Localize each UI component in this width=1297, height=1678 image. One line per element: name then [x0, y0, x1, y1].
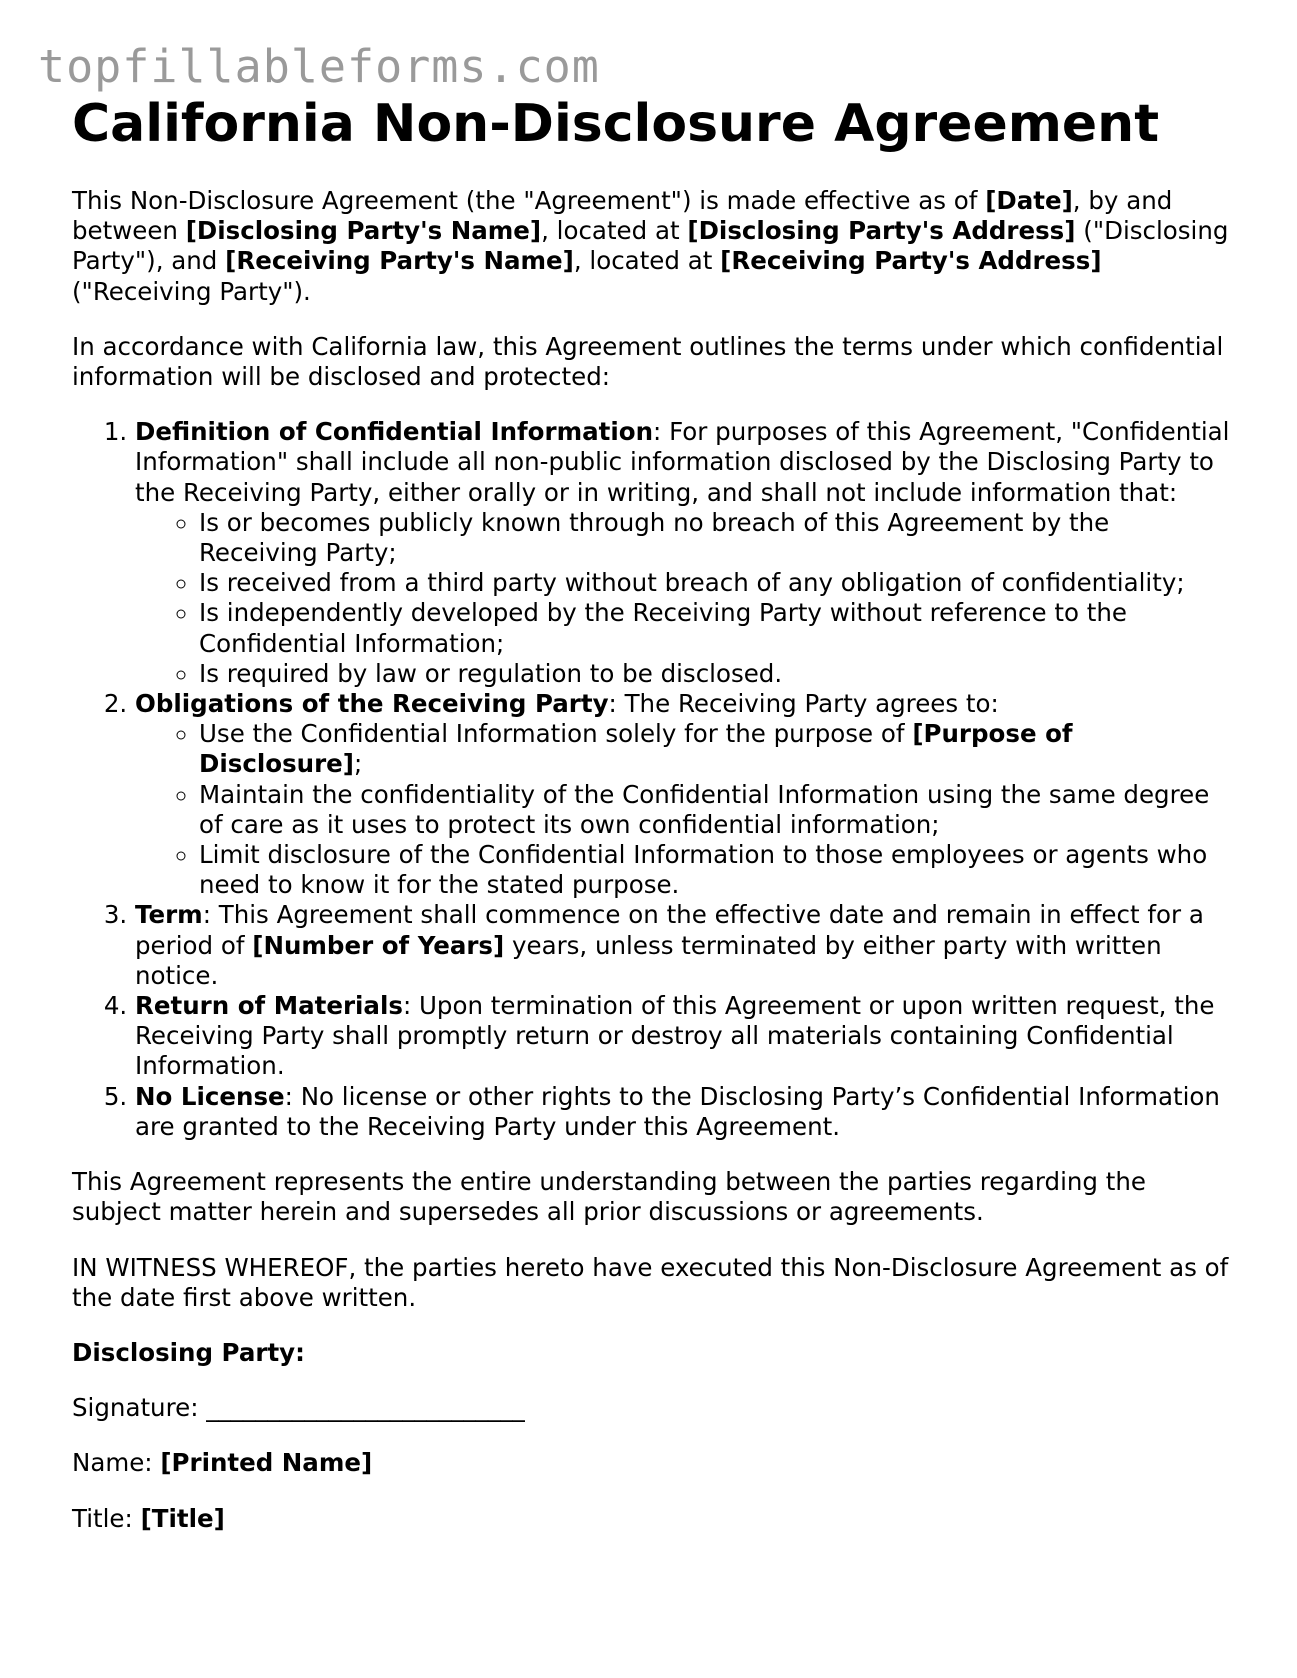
- list-item-end: ;: [354, 749, 363, 779]
- signature-block-heading: [72, 1338, 1232, 1368]
- document-body: [72, 186, 1232, 1534]
- title-label: Title:: [72, 1503, 141, 1533]
- section-text: : The Receiving Party agrees to:: [608, 689, 999, 719]
- purpose-field: [Purpose of Disclosure]: [199, 719, 1073, 779]
- section-return-of-materials: [135, 991, 1232, 1082]
- list-item: ◦ Maintain the confidentiality of the Confidential Information using the same degree of care as it uses to protect its own confidential information;: [199, 780, 1232, 840]
- obligations-list: [135, 719, 1232, 900]
- section-text: : No license or other rights to the Disclosing Party’s Confidential Information are granted to the Receiving Party under this Agreement.: [135, 1081, 1220, 1141]
- section-definition: [135, 417, 1232, 689]
- sections-list: [72, 417, 1232, 1142]
- list-item: ◦ Is received from a third party without breach of any obligation of confidentiality;: [199, 568, 1232, 598]
- disclosing-party-name-field: [Disclosing Party's Name]: [185, 216, 542, 246]
- list-item: ◦ Is required by law or regulation to be disclosed.: [199, 659, 1232, 689]
- witness-paragraph: IN WITNESS WHEREOF, the parties hereto have executed this Non-Disclosure Agreement as of the date first above written.: [72, 1252, 1229, 1312]
- section-heading: No License: [135, 1081, 285, 1111]
- number-of-years-field: [Number of Years]: [252, 930, 505, 960]
- section-text: : This Agreement shall commence on the effective date and remain in effect for a period of: [135, 900, 1204, 960]
- section-heading: Definition of Confidential Information: [135, 417, 654, 447]
- entire-agreement-paragraph: This Agreement represents the entire understanding between the parties regarding the subject matter herein and supersedes all prior discussions or agreements.: [72, 1167, 1146, 1227]
- section-text: : Upon termination of this Agreement or upon written request, the Receiving Party shall promptly return or destroy all materials containing Confidential Information.: [135, 991, 1215, 1081]
- list-item: ◦ Is independently developed by the Receiving Party without reference to the Confidential Information;: [199, 598, 1232, 658]
- intro-text-6: ("Receiving Party").: [72, 276, 311, 306]
- section-heading: Return of Materials: [135, 991, 403, 1021]
- section-term: [135, 900, 1232, 991]
- exclusions-list: [135, 508, 1232, 689]
- list-item-text: Use the Confidential Information solely for the purpose of: [199, 719, 913, 749]
- section-text: : For purposes of this Agreement, "Confidential Information" shall include all non-public information disclosed by the Disclosing Party to the Receiving Party, either orally or in writing, and shall not include information that:: [135, 417, 1230, 507]
- signature-row: [72, 1393, 1232, 1423]
- name-row: [72, 1448, 1232, 1478]
- document-title: California Non-Disclosure Agreement: [72, 94, 1160, 154]
- receiving-party-name-field: [Receiving Party's Name]: [225, 246, 574, 276]
- intro-text-3: , located at: [541, 216, 688, 246]
- site-watermark: topfillableforms.com: [38, 40, 600, 93]
- intro-text-2: , by and between: [72, 186, 1173, 246]
- section-text-end: years, unless terminated by either party with written notice.: [135, 930, 1162, 990]
- list-item: ◦ Is or becomes publicly known through no breach of this Agreement by the Receiving Party;: [199, 508, 1232, 568]
- intro-text-5: , located at: [573, 246, 721, 276]
- receiving-party-address-field: [Receiving Party's Address]: [720, 246, 1102, 276]
- title-row: [72, 1504, 1232, 1534]
- document-page: [72, 84, 1232, 1534]
- section-no-license: [135, 1082, 1232, 1142]
- law-paragraph: In accordance with California law, this Agreement outlines the terms under which confidential information will be disclosed and protected:: [72, 331, 1224, 392]
- intro-paragraph: [72, 186, 1232, 307]
- intro-text-4: ("Disclosing Party"), and: [72, 216, 1229, 276]
- list-item: ◦ Limit disclosure of the Confidential Information to those employees or agents who need to know it for the stated purpose.: [199, 840, 1232, 900]
- title-field: [Title]: [140, 1503, 225, 1533]
- disclosing-party-address-field: [Disclosing Party's Address]: [687, 216, 1076, 246]
- section-obligations: [135, 689, 1232, 900]
- name-label: Name:: [72, 1448, 161, 1478]
- intro-text-1: This Non-Disclosure Agreement (the "Agreement") is made effective as of: [72, 186, 986, 215]
- signature-label: Signature:: [72, 1393, 207, 1423]
- disclosing-party-heading: Disclosing Party:: [72, 1337, 305, 1367]
- list-item: [199, 719, 1232, 779]
- signature-line: __________________________: [206, 1393, 525, 1423]
- printed-name-field: [Printed Name]: [160, 1448, 373, 1478]
- section-heading: Obligations of the Receiving Party: [135, 689, 609, 719]
- section-heading: Term: [135, 900, 203, 930]
- date-field: [Date]: [985, 186, 1073, 215]
